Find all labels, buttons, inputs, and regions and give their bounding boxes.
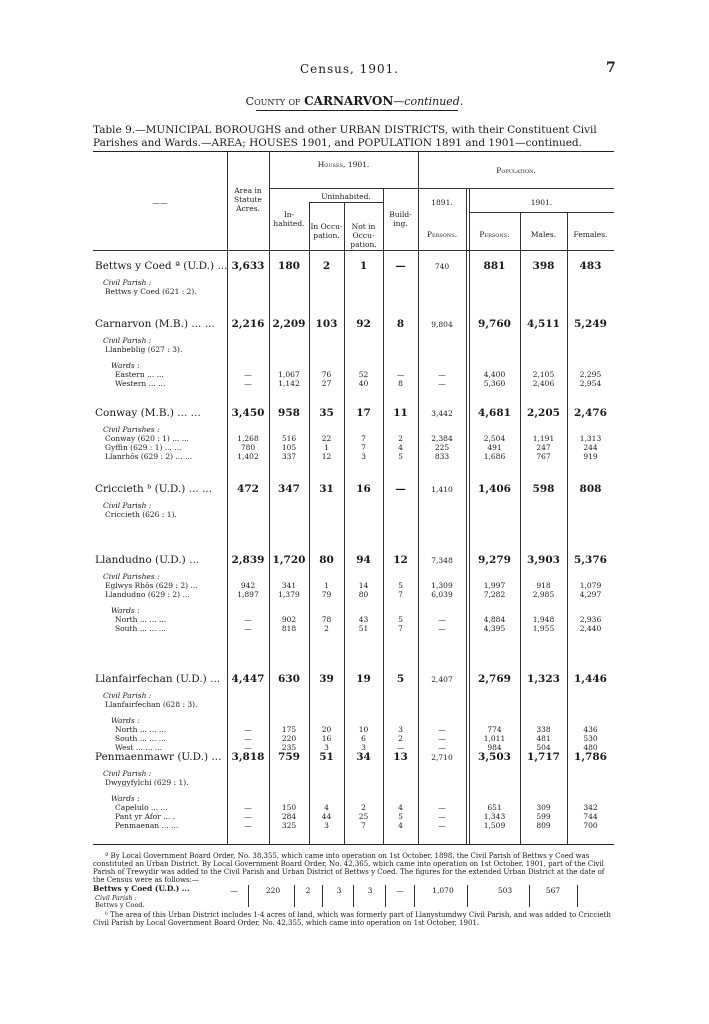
- area-header: Area in Statute Acres.: [234, 186, 262, 213]
- cell-bld: 4: [398, 803, 403, 812]
- cell-occ: 78: [321, 615, 332, 624]
- cell-f: 2,440: [579, 624, 602, 633]
- cell-notocc: 14: [358, 581, 369, 590]
- cell-m: 2,406: [532, 379, 555, 388]
- cell-notocc: 52: [358, 370, 369, 379]
- cell-notocc: 3: [361, 743, 366, 752]
- cell-p91: 2,407: [431, 675, 453, 684]
- cell-occ: 2: [322, 260, 331, 272]
- cell-inh: 1,067: [278, 370, 300, 379]
- ext-cell-p91: —: [396, 886, 404, 895]
- cell-notocc: 16: [356, 483, 371, 495]
- cell-bld: 5: [398, 812, 403, 821]
- civil-parish-label: Civil Parishes :: [103, 572, 160, 581]
- civil-parish-label: Civil Parish :: [103, 769, 152, 778]
- cell-p01: 2,769: [478, 673, 511, 685]
- cell-inh: 1,379: [278, 590, 300, 599]
- cell-p91: —: [438, 803, 446, 812]
- cell-occ: 80: [319, 554, 334, 566]
- row-rule: [418, 188, 614, 189]
- cell-inh: 1,720: [272, 554, 306, 566]
- cell-inh: 175: [281, 725, 297, 734]
- ward-row-name: Pant yr Afor ... .: [115, 812, 176, 821]
- cell-bld: 5: [398, 615, 403, 624]
- cell-f: 1,313: [579, 434, 602, 443]
- cell-notocc: 40: [358, 379, 369, 388]
- ext-cell-f: 567: [545, 886, 561, 895]
- cell-occ: 4: [324, 803, 329, 812]
- cell-p01: 4,884: [483, 615, 506, 624]
- ward-row-name: Capelulo ... ...: [115, 803, 168, 812]
- cell-f: 2,476: [574, 407, 607, 419]
- cell-occ: 79: [321, 590, 332, 599]
- cell-area: —: [244, 370, 252, 379]
- cell-m: 1,323: [527, 673, 560, 685]
- cell-p91: —: [438, 812, 446, 821]
- cell-inh: 105: [281, 443, 297, 452]
- parish-detail: Bettws y Coed (621 : 2).: [105, 287, 197, 296]
- cell-f: 5,376: [574, 554, 607, 566]
- population-header: Population.: [496, 166, 536, 175]
- cell-f: 808: [579, 483, 602, 495]
- cell-f: 530: [583, 734, 598, 743]
- cell-bld: 12: [393, 554, 408, 566]
- cell-p91: 3,442: [431, 409, 453, 418]
- cell-m: 1,948: [532, 615, 555, 624]
- cell-m: 398: [532, 260, 555, 272]
- cell-p91: —: [438, 725, 446, 734]
- cell-occ: 1: [324, 443, 329, 452]
- cell-f: 480: [583, 743, 598, 752]
- cell-f: 2,936: [579, 615, 602, 624]
- cell-p91: 833: [434, 452, 450, 461]
- table-title: Table 9.—MUNICIPAL BOROUGHS and other URBAN DISTRICTS, with their Constituent Civil Parishes and Wards.—AREA; HOUSES 1901, and POPULATION 1891 and 1901—continued.: [93, 124, 597, 149]
- cell-p01: 9,760: [478, 318, 511, 330]
- cell-notocc: 10: [358, 725, 369, 734]
- cell-bld: 7: [398, 624, 403, 633]
- cell-notocc: 6: [361, 734, 366, 743]
- ext-col-rule: [385, 885, 386, 907]
- cell-m: 599: [536, 812, 551, 821]
- cell-bld: —: [396, 743, 405, 752]
- cell-area: —: [244, 725, 252, 734]
- ext-col-rule: [353, 885, 354, 907]
- cell-p01: 651: [487, 803, 502, 812]
- header-rule: [93, 250, 614, 251]
- cell-p01: 1,343: [483, 812, 506, 821]
- extended-detail: Bettws y Coed.: [95, 901, 145, 909]
- ward-row-name: South ... ... ...: [115, 624, 166, 633]
- cell-occ: 3: [324, 743, 329, 752]
- cell-bld: 5: [396, 673, 405, 685]
- cell-p01: 1,406: [478, 483, 511, 495]
- cell-occ: 3: [324, 821, 329, 830]
- cell-inh: 759: [278, 751, 300, 763]
- cell-m: 2,105: [532, 370, 555, 379]
- district-name: Llanfairfechan (U.D.) ...: [95, 673, 221, 685]
- cell-p91: —: [438, 615, 446, 624]
- ext-col-rule: [294, 885, 295, 907]
- cell-occ: 22: [321, 434, 332, 443]
- district-name: Bettws y Coed ª (U.D.) ...: [95, 260, 228, 272]
- cell-f: 342: [583, 803, 598, 812]
- district-name: Penmaenmawr (U.D.) ...: [95, 751, 222, 763]
- in-occupation-header: In Occu- pation.: [310, 222, 343, 240]
- cell-notocc: 1: [359, 260, 368, 272]
- parish-row-name: Gyffin (629 : 1) ... ...: [105, 443, 182, 452]
- cell-notocc: 34: [356, 751, 371, 763]
- civil-parish-label: Civil Parish :: [103, 278, 152, 287]
- cell-bld: 13: [393, 751, 408, 763]
- cell-p91: 1,309: [431, 581, 453, 590]
- extended-district-row: [93, 885, 617, 909]
- cell-f: 483: [579, 260, 602, 272]
- cell-area: 3,450: [231, 407, 265, 419]
- cell-inh: 180: [278, 260, 300, 272]
- cell-notocc: 92: [356, 318, 371, 330]
- cell-inh: 150: [281, 803, 297, 812]
- parish-row-name: Conway (620 : 1) ... ...: [105, 434, 189, 443]
- cell-p01: 774: [487, 725, 502, 734]
- district-name: Criccieth ᵇ (U.D.) ... ...: [95, 483, 213, 495]
- cell-notocc: 51: [358, 624, 369, 633]
- ext-cell-m: 503: [497, 886, 513, 895]
- wards-label: Wards :: [111, 716, 140, 725]
- ext-col-rule: [322, 885, 323, 907]
- cell-m: 918: [536, 581, 551, 590]
- cell-f: 1,786: [574, 751, 607, 763]
- ext-col-rule: [577, 885, 578, 907]
- heading-rule: [256, 110, 458, 111]
- district-name: Conway (M.B.) ... ...: [95, 407, 201, 419]
- cell-inh: 818: [281, 624, 297, 633]
- cell-inh: 1,142: [278, 379, 300, 388]
- cell-p01: 9,279: [478, 554, 511, 566]
- footnote-b: ᵇ The area of this Urban District includes 1·4 acres of land, which was formerly part of Llanystumdwy Civil Parish, and was added to Criccieth Civil Parish by Local Government Board Order, No. 42,355, which came into operation on 1st October, 1901.: [93, 911, 611, 927]
- cell-m: 481: [536, 734, 551, 743]
- parish-row-name: Llandudno (629 : 2) ...: [105, 590, 190, 599]
- cell-bld: 2: [398, 434, 403, 443]
- cell-occ: 44: [321, 812, 332, 821]
- cell-p01: 491: [487, 443, 502, 452]
- row-rule: [309, 202, 383, 203]
- cell-bld: —: [395, 483, 406, 495]
- footnotes: [93, 852, 617, 927]
- cell-p91: 2,710: [431, 753, 453, 762]
- ext-col-rule: [529, 885, 530, 907]
- houses-header: Houses, 1901.: [317, 160, 370, 169]
- ext-col-rule: [414, 885, 415, 907]
- parish-detail: Criccieth (626 : 1).: [105, 510, 177, 519]
- cell-m: 338: [536, 725, 551, 734]
- cell-p01: 984: [487, 743, 502, 752]
- cell-area: 1,402: [237, 452, 259, 461]
- cell-occ: 51: [319, 751, 334, 763]
- cell-m: 4,511: [527, 318, 560, 330]
- county-prefix: County of: [245, 95, 301, 108]
- cell-f: 700: [583, 821, 598, 830]
- cell-p91: —: [438, 370, 446, 379]
- cell-bld: 5: [398, 581, 403, 590]
- year-1891-header: 1891.: [431, 198, 453, 207]
- cell-f: 1,079: [579, 581, 602, 590]
- cell-m: 504: [536, 743, 551, 752]
- cell-notocc: 7: [361, 434, 366, 443]
- cell-bld: 8: [396, 318, 405, 330]
- cell-f: 1,446: [574, 673, 607, 685]
- cell-occ: 16: [321, 734, 332, 743]
- ext-cell-occ: 2: [305, 886, 311, 895]
- cell-bld: —: [395, 260, 406, 272]
- cell-p01: 1,509: [483, 821, 506, 830]
- cell-inh: 220: [281, 734, 297, 743]
- ward-row-name: West ... ... ...: [115, 743, 163, 752]
- cell-f: 2,954: [579, 379, 602, 388]
- cell-p01: 881: [483, 260, 506, 272]
- cell-occ: 103: [315, 318, 338, 330]
- cell-inh: 284: [281, 812, 297, 821]
- cell-inh: 630: [278, 673, 300, 685]
- cell-p91: —: [438, 379, 446, 388]
- cell-f: 436: [583, 725, 598, 734]
- cell-occ: 76: [321, 370, 332, 379]
- males-header: Males.: [530, 230, 557, 239]
- ward-row-name: Western ... ...: [115, 379, 166, 388]
- ward-row-name: Penmaenan ... ...: [115, 821, 179, 830]
- cell-occ: 27: [321, 379, 332, 388]
- wards-label: Wards :: [111, 361, 140, 370]
- cell-inh: 235: [281, 743, 297, 752]
- cell-p91: —: [438, 734, 446, 743]
- cell-occ: 2: [324, 624, 329, 633]
- cell-area: 2,216: [231, 318, 265, 330]
- cell-inh: 2,209: [272, 318, 306, 330]
- cell-area: 3,818: [231, 751, 265, 763]
- cell-bld: 2: [398, 734, 403, 743]
- cell-m: 3,903: [527, 554, 560, 566]
- wards-label: Wards :: [111, 794, 140, 803]
- cell-inh: 958: [278, 407, 300, 419]
- cell-area: 3,633: [231, 260, 265, 272]
- cell-m: 1,955: [532, 624, 555, 633]
- persons-1901-header: Persons.: [479, 230, 510, 239]
- parish-row-name: Eglwys Rhôs (629 : 2) ...: [105, 581, 198, 590]
- cell-area: 4,447: [231, 673, 265, 685]
- row-rule: [469, 212, 614, 213]
- ext-cell-inh: 220: [265, 886, 281, 895]
- building-header: Build- ing.: [389, 210, 412, 228]
- cell-notocc: 19: [356, 673, 371, 685]
- cell-p01: 5,360: [483, 379, 506, 388]
- cell-notocc: 94: [356, 554, 371, 566]
- cell-occ: 1: [324, 581, 329, 590]
- ward-row-name: Eastern ... ...: [115, 370, 164, 379]
- cell-f: 244: [583, 443, 598, 452]
- footnote-a: ª By Local Government Board Order, No. 38,355, which came into operation on 1st October, 1898, the Civil Parish of Bettws y Coed was constituted an Urban District. By Local Government Board Order, No. 42,365, which came into operation on 1st October, 1901, part of the Civil Parish of Trewydir was added to the Civil Parish and Urban District of Bettws y Coed. The figures for the extended Urban District at the date of the Census were as follows:—: [93, 852, 605, 884]
- cell-area: —: [244, 803, 252, 812]
- cell-m: 1,717: [527, 751, 560, 763]
- cell-area: —: [244, 379, 252, 388]
- cell-occ: 39: [319, 673, 334, 685]
- cell-f: 2,295: [579, 370, 602, 379]
- cell-area: —: [244, 624, 252, 633]
- parish-row-name: Llanrhôs (629 : 2) ... ...: [105, 452, 193, 461]
- cell-f: 744: [583, 812, 598, 821]
- civil-parish-label: Civil Parish :: [103, 691, 152, 700]
- cell-p01: 4,395: [483, 624, 506, 633]
- cell-bld: 4: [398, 821, 403, 830]
- cell-inh: 902: [281, 615, 297, 624]
- cell-f: 4,297: [579, 590, 602, 599]
- cell-notocc: 43: [358, 615, 369, 624]
- cell-p91: 9,804: [431, 320, 453, 329]
- cell-notocc: 17: [356, 407, 371, 419]
- extended-name: Bettws y Coed (U.D.) ...: [93, 884, 190, 893]
- cell-bld: 5: [398, 452, 403, 461]
- cell-p01: 4,681: [478, 407, 511, 419]
- cell-m: 809: [536, 821, 551, 830]
- cell-p01: 3,503: [478, 751, 511, 763]
- cell-p91: 225: [434, 443, 450, 452]
- parish-detail: Dwygyfylchi (629 : 1).: [105, 778, 189, 787]
- cell-area: —: [244, 812, 252, 821]
- cell-p01: 4,400: [483, 370, 506, 379]
- ward-row-name: North ... ... ...: [115, 615, 167, 624]
- cell-bld: 4: [398, 443, 403, 452]
- cell-inh: 347: [278, 483, 300, 495]
- cell-p01: 2,504: [483, 434, 506, 443]
- cell-notocc: 7: [361, 443, 366, 452]
- cell-m: 1,191: [532, 434, 555, 443]
- cell-p91: 7,348: [431, 556, 453, 565]
- row-rule: [269, 188, 418, 189]
- ward-row-name: South ... ... ...: [115, 734, 166, 743]
- cell-p91: —: [438, 821, 446, 830]
- cell-notocc: 3: [361, 452, 366, 461]
- cell-bld: 7: [398, 590, 403, 599]
- cell-inh: 337: [281, 452, 297, 461]
- cell-m: 598: [532, 483, 555, 495]
- cell-f: 5,249: [574, 318, 607, 330]
- cell-m: 2,205: [527, 407, 560, 419]
- cell-area: 780: [240, 443, 256, 452]
- cell-bld: —: [396, 370, 405, 379]
- wards-label: Wards :: [111, 606, 140, 615]
- ext-col-rule: [467, 885, 468, 907]
- cell-m: 767: [536, 452, 551, 461]
- county-heading: [0, 94, 709, 108]
- inhabited-header: In- habited.: [273, 210, 305, 228]
- cell-p91: —: [438, 743, 446, 752]
- cell-area: —: [244, 743, 252, 752]
- ext-cell-p01: 1,070: [432, 886, 454, 895]
- cell-occ: 20: [321, 725, 332, 734]
- persons-1891-header: Persons.: [426, 230, 458, 239]
- cell-inh: 516: [281, 434, 297, 443]
- data-table: [93, 151, 614, 845]
- cell-area: —: [244, 615, 252, 624]
- cell-f: 919: [583, 452, 598, 461]
- cell-p01: 1,011: [483, 734, 506, 743]
- cell-m: 247: [536, 443, 551, 452]
- cell-notocc: 2: [361, 803, 366, 812]
- stub-header: ——: [152, 198, 168, 207]
- cell-area: 472: [237, 483, 259, 495]
- cell-area: 942: [240, 581, 256, 590]
- cell-occ: 12: [321, 452, 332, 461]
- cell-notocc: 25: [358, 812, 369, 821]
- cell-occ: 35: [319, 407, 334, 419]
- ext-col-rule: [248, 885, 249, 907]
- cell-p01: 1,997: [483, 581, 506, 590]
- parish-detail: Llanbeblig (627 : 3).: [105, 345, 183, 354]
- females-header: Females.: [573, 230, 608, 239]
- cell-inh: 341: [281, 581, 297, 590]
- page-number: 7: [606, 60, 616, 76]
- ext-cell-area: —: [230, 886, 238, 895]
- running-title: Census, 1901.: [300, 62, 400, 76]
- cell-area: —: [244, 734, 252, 743]
- cell-notocc: 80: [358, 590, 369, 599]
- cell-p91: 1,410: [431, 485, 453, 494]
- cell-notocc: 7: [361, 821, 366, 830]
- county-suffix: —continued.: [393, 95, 464, 108]
- cell-p91: 2,384: [431, 434, 453, 443]
- cell-p91: —: [438, 624, 446, 633]
- civil-parish-label: Civil Parishes :: [103, 425, 160, 434]
- not-in-occupation-header: Not in Occu- pation.: [350, 222, 377, 249]
- cell-p01: 1,686: [483, 452, 506, 461]
- col-rule: [466, 188, 467, 844]
- county-name: CARNARVON: [304, 94, 394, 108]
- cell-bld: 11: [393, 407, 408, 419]
- ext-cell-notocc: 3: [336, 886, 342, 895]
- extended-sub-label: Civil Parish :: [95, 894, 137, 902]
- cell-p91: 6,039: [431, 590, 453, 599]
- civil-parish-label: Civil Parish :: [103, 501, 152, 510]
- cell-area: —: [244, 821, 252, 830]
- cell-area: 1,268: [237, 434, 259, 443]
- cell-bld: 8: [398, 379, 403, 388]
- civil-parish-label: Civil Parish :: [103, 336, 152, 345]
- cell-inh: 325: [281, 821, 297, 830]
- year-1901-header: 1901.: [530, 198, 553, 207]
- district-name: Carnarvon (M.B.) ... ...: [95, 318, 215, 330]
- cell-p91: 740: [434, 262, 450, 271]
- cell-p01: 7,282: [483, 590, 506, 599]
- ext-cell-bld: 3: [367, 886, 373, 895]
- cell-m: 309: [536, 803, 551, 812]
- district-name: Llandudno (U.D.) ...: [95, 554, 200, 566]
- uninhabited-header: Uninhabited.: [321, 192, 371, 201]
- ward-row-name: North ... ... ...: [115, 725, 167, 734]
- cell-area: 2,839: [231, 554, 265, 566]
- cell-m: 2,985: [532, 590, 555, 599]
- cell-area: 1,897: [237, 590, 259, 599]
- parish-detail: Llanfairfechan (628 : 3).: [105, 700, 198, 709]
- cell-occ: 31: [319, 483, 334, 495]
- cell-bld: 3: [398, 725, 403, 734]
